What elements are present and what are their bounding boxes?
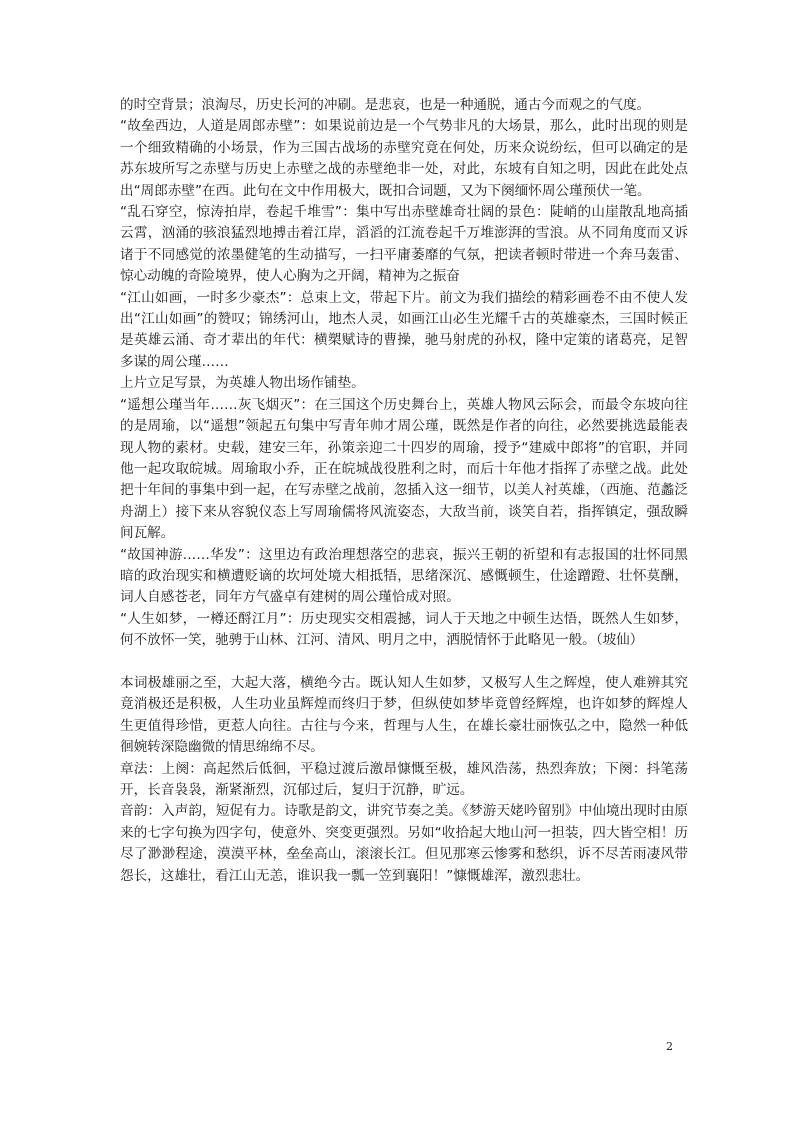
paragraph-6: “遥想公瑾当年……灰飞烟灭”：在三国这个历史舞台上，英雄人物风云际会，而最令东坡向往的是周瑜，以“遥想”领起五句集中写青年帅才周公瑾，既然是作者的向往，必然要挑选最能表现人物的素材。史载，建安三年，孙策亲迎二十四岁的周瑜，授予“建威中郎将”的官职，并同他一起攻取皖城。周瑜取小乔，正在皖城战役胜利之时，而后十年他才指挥了赤壁之战。此处把十年间的事集中到一起，在写赤壁之战前，忽插入这一细节，以美人衬英雄，（西施、范蠡泛舟湖上）接下来从容貌仪态上写周瑜儒将风流姿态，大敌当前，谈笑自若，指挥镇定，强敌瞬间瓦解。	[120, 396, 688, 542]
paragraph-10: 章法：上阕：高起然后低徊，平稳过渡后激昂慷慨至极，雄风浩荡，热烈奔放；下阕：抖笔荡开，长音袅袅，渐紧渐烈，沉郁过后，复归于沉静，旷远。	[120, 760, 688, 798]
paragraph-4: “江山如画，一时多少豪杰”：总束上文，带起下片。前文为我们描绘的精彩画卷不由不使人发出“江山如画”的赞叹；锦绣河山，地杰人灵，如画江山必生光耀千古的英雄豪杰，三国时候正是英雄云涌、奇才辈出的年代：横槊赋诗的曹操，驰马射虎的孙权，隆中定策的诸葛亮，足智多谋的周公瑾……	[120, 289, 688, 370]
body-text	[120, 95, 688, 887]
paragraph-9: 本词极雄丽之至，大起大落，横绝今古。既认知人生如梦，又极写人生之辉煌，使人难辨其究竟消极还是积极，人生功业虽辉煌而终归于梦，但纵使如梦毕竟曾经辉煌，也许如梦的辉煌人生更值得珍惜，更惹人向往。古往与今来，哲理与人生，在雄长豪壮丽恢弘之中，隐然一种低徊婉转深隐幽微的情思绵绵不尽。	[120, 674, 688, 756]
paragraph-2: “故垒西边，人道是周郎赤壁”：如果说前边是一个气势非凡的大场景，那么，此时出现的则是一个细致精确的小场景，作为三国古战场的赤壁究竟在何处，历来众说纷纭，但可以确定的是苏东坡所写之赤壁与历史上赤壁之战的赤壁绝非一处，对此，东坡有自知之明，因此在此处点出“周郎赤壁”在西。此句在文中作用极大，既扣合词题，又为下阕缅怀周公瑾预伏一笔。	[120, 118, 688, 199]
paragraph-7: “故国神游……华发”：这里边有政治理想落空的悲哀，振兴王朝的祈望和有志报国的壮怀同黑暗的政治现实和横遭贬谪的坎坷处境大相抵牾，思绪深沉、感慨顿生，仕途蹭蹬、壮怀莫酬，词人自感苍老，同年方气盛卓有建树的周公瑾恰成对照。	[120, 546, 688, 606]
paragraph-5: 上片立足写景，为英雄人物出场作铺垫。	[120, 375, 365, 392]
paragraph-3: “乱石穿空，惊涛拍岸，卷起千堆雪”：集中写出赤壁雄奇壮阔的景色：陡峭的山崖散乱地高插云霄，汹涌的骇浪猛烈地搏击着江岸，滔滔的江流卷起千万堆澎湃的雪浪。从不同角度而又诉诸于不同感觉的浓墨健笔的生动描写，一扫平庸萎靡的气氛，把读者顿时带进一个奔马轰雷、惊心动魄的奇险境界，使人心胸为之开阔，精神为之振奋	[120, 204, 688, 285]
paragraph-8: “人生如梦，一樽还酹江月”：历史现实交相震撼，词人于天地之中顿生达悟，既然人生如梦，何不放怀一笑，驰骋于山林、江河、清风、明月之中，洒脱情怀于此略见一般。（坡仙）	[120, 610, 688, 649]
paragraph-11: 音韵：入声韵，短促有力。诗歌是韵文，讲究节奏之美。《梦游天姥吟留别》中仙境出现时由原来的七字句换为四字句，使意外、突变更强烈。另如“收拾起大地山河一担装，四大皆空相！历尽了渺渺程途，漠漠平林，垒垒高山，滚滚长江。但见那寒云惨雾和愁织，诉不尽苦雨凄风带怨长，这雄壮，看江山无恙，谁识我一瓢一笠到襄阳！”慷慨雄浑，激烈悲壮。	[120, 803, 688, 884]
page-number: 2	[666, 1040, 673, 1053]
paragraph-1: 的时空背景；浪淘尽，历史长河的冲刷。是悲哀，也是一种通脱，通古今而观之的气度。	[120, 97, 651, 113]
